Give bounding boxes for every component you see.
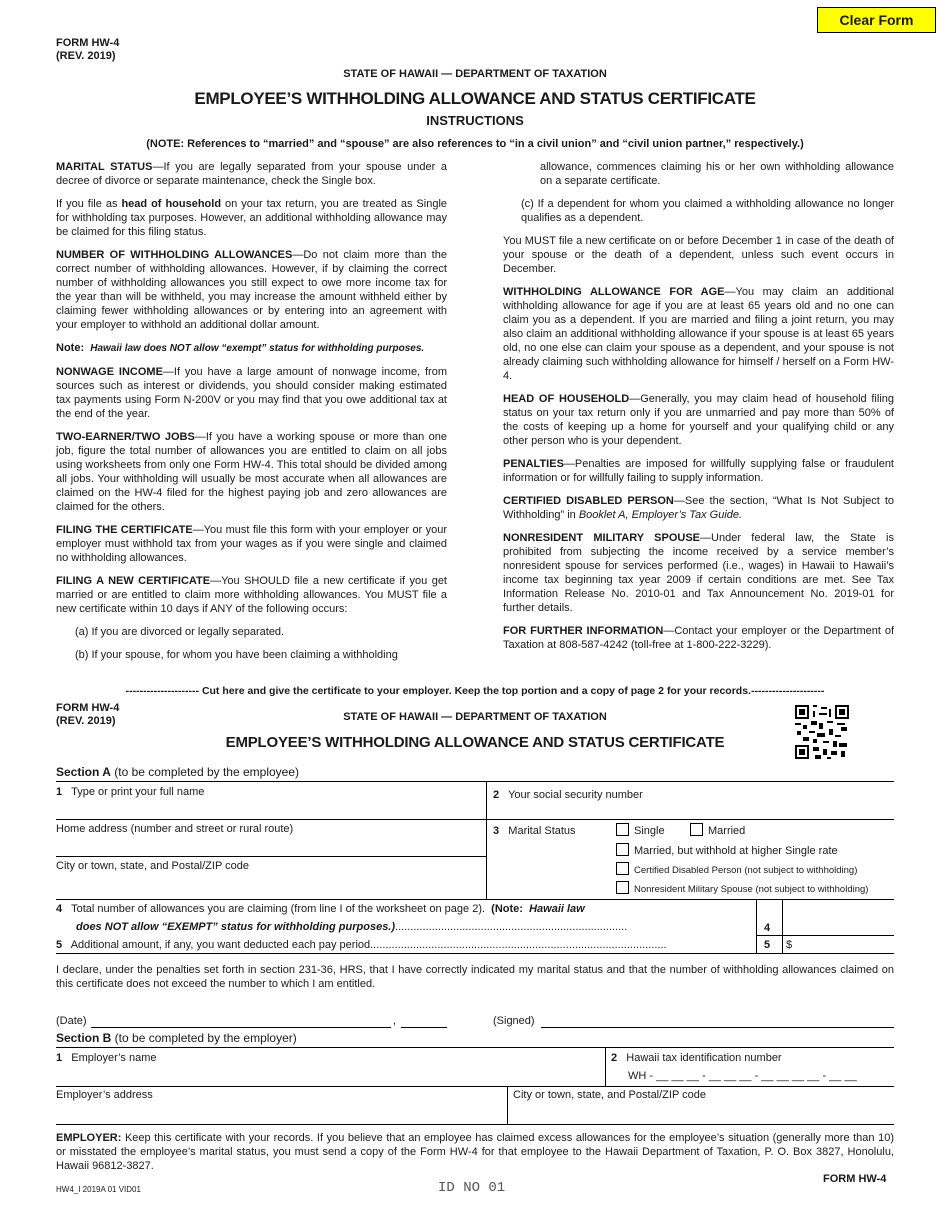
section-a-label: Section A bbox=[56, 765, 111, 779]
full-name-field[interactable] bbox=[56, 800, 484, 818]
married-checkbox[interactable] bbox=[690, 823, 703, 836]
declaration-text: I declare, under the penalties set forth in section 231-36, HRS, that I have correctly indicated my marital status and that the number of withholding allowances claimed on this certificate does not exceed the number to which I am entitled. bbox=[56, 964, 894, 990]
home-address-field[interactable] bbox=[56, 837, 484, 855]
item-c bbox=[503, 197, 894, 225]
line-1-label bbox=[56, 786, 204, 798]
cert-form-id bbox=[56, 702, 119, 728]
filing-certificate-heading: FILING THE CERTIFICATE bbox=[56, 524, 193, 536]
allowances-field[interactable] bbox=[785, 902, 891, 933]
box-5-label: 5 bbox=[764, 939, 771, 951]
instructions-right-column bbox=[503, 160, 894, 652]
line-4-text: Total number of allowances you are claiming (from line I of the worksheet on page 2). bbox=[71, 903, 486, 915]
dollar-sign: $ bbox=[786, 939, 793, 951]
line-4-does: does bbox=[76, 921, 102, 933]
two-jobs-text: —If you have a working spouse or more than one job, figure the total number of allowances you are entitled to claim on all jobs using worksheets from only one Form HW-4. This total should be divided among all jobs. Your withholding will usually be most accurate when all allowances are claimed on the HW-4 filed for the highest paying job and zero allowances are claimed for the others. bbox=[56, 431, 447, 513]
two-jobs-para bbox=[56, 430, 447, 514]
two-jobs-heading: TWO-EARNER/TWO JOBS bbox=[56, 431, 195, 443]
line-2-label bbox=[493, 789, 643, 801]
age-text: —You may claim an additional withholding allowance for age if you are at least 65 years old and no one can claim you as a dependent. If you are married and filing a joint return, you may also claim an additional withholding allowance if your spouse is at least 65 years old, no one else can claim your spouse as a dependent, and your spouse is not already claiming such withholding allowance for himself / herself on a Form HW-4. bbox=[503, 286, 894, 382]
nms-label: Nonresident Military Spouse (not subject to withholding) bbox=[634, 884, 869, 895]
penalties-heading: PENALTIES bbox=[503, 458, 564, 470]
footer-code: HW4_I 2019A 01 VID01 bbox=[56, 1185, 141, 1194]
section-a-note: (to be completed by the employee) bbox=[110, 765, 300, 779]
head-household-text: —Generally, you may claim head of household filing status on your tax return only if you are unmarried and pay more than 50% of the costs of keeping up a home for yourself and your qualifying child or any other person who is your dependent. bbox=[503, 393, 895, 447]
hoh-text-a: If you file as bbox=[56, 198, 122, 210]
line-4-exempt: NOT allow “EXEMPT” status for withholding purposes.) bbox=[101, 921, 396, 933]
marital-status-para bbox=[56, 160, 447, 188]
employer-address-label: Employer’s address bbox=[56, 1089, 153, 1101]
civil-union-note: (NOTE: References to “married” and “spouse” are also references to “in a civil union” and “civil union partner,” respectively.) bbox=[146, 138, 804, 150]
further-info-text: —Contact your employer or the Department of Taxation at 808-587-4242 (toll-free at 1-800-222-3229). bbox=[503, 625, 895, 651]
ssn-field[interactable] bbox=[490, 803, 890, 819]
further-info-heading: FOR FURTHER INFORMATION bbox=[503, 625, 664, 637]
b2-label bbox=[611, 1052, 782, 1064]
city-field[interactable] bbox=[56, 874, 484, 896]
note-text: Hawaii law does NOT allow “exempt” status for withholding purposes. bbox=[90, 343, 425, 354]
nonwage-para bbox=[56, 365, 447, 421]
b2-text: Hawaii tax identification number bbox=[626, 1052, 782, 1064]
line-5-text: Additional amount, if any, you want deducted each pay period................................................................................................. bbox=[70, 939, 667, 951]
must-file-para: You MUST file a new certificate on or before December 1 in case of the death of your spouse or the death of a dependent, unless such event occurs in December. bbox=[503, 235, 894, 275]
num-allowances-text: —Do not claim more than the correct number of withholding allowances. However, if by claiming the correct number of withholding allowances you still expect to owe more income tax for the year than will be withheld, you may increase the amount withheld either by claiming fewer withholding allowances or by entering into an agreement with your employer to withhold an additional dollar amount. bbox=[56, 249, 447, 331]
married-label: Married bbox=[708, 825, 746, 837]
signed-label: (Signed) bbox=[493, 1015, 535, 1027]
b1-label bbox=[56, 1052, 156, 1064]
marital-status-text: —If you are legally separated from your spouse under a decree of divorce or separate maintenance, check the Single box. bbox=[56, 161, 447, 187]
line-1-text: Type or print your full name bbox=[71, 786, 205, 798]
military-spouse-heading: NONRESIDENT MILITARY SPOUSE bbox=[503, 532, 701, 544]
line-4-note-b: Hawaii law bbox=[529, 903, 585, 915]
nms-checkbox[interactable] bbox=[616, 881, 629, 894]
employer-city-label: City or town, state, and Postal/ZIP code bbox=[513, 1089, 707, 1101]
num-allowances-para bbox=[56, 248, 447, 332]
agency-title: STATE OF HAWAII — DEPARTMENT OF TAXATION bbox=[343, 68, 607, 80]
married-higher-label: Married, but withhold at higher Single rate bbox=[634, 845, 838, 857]
cdp-checkbox[interactable] bbox=[616, 862, 629, 875]
line-3-text: Marital Status bbox=[508, 825, 576, 837]
section-b-note: (to be completed by the employer) bbox=[111, 1031, 297, 1045]
section-b-heading bbox=[56, 1031, 297, 1045]
line-1-num: 1 bbox=[56, 786, 63, 798]
cdp-option[interactable] bbox=[616, 862, 857, 876]
section-a-heading bbox=[56, 765, 299, 779]
line-4-label bbox=[56, 903, 585, 915]
signature-field[interactable] bbox=[541, 1010, 894, 1027]
b1-num: 1 bbox=[56, 1052, 63, 1064]
hoh-para bbox=[56, 197, 447, 239]
qr-code bbox=[795, 705, 849, 759]
penalties-text: —Penalties are imposed for willfully supplying false or fraudulent information or for willfully failing to supply information. bbox=[503, 458, 894, 484]
employer-city-field[interactable] bbox=[513, 1103, 891, 1121]
b1-text: Employer’s name bbox=[71, 1052, 157, 1064]
marital-status-heading: MARITAL STATUS bbox=[56, 161, 153, 173]
note-heading: Note: bbox=[56, 342, 85, 354]
employer-note bbox=[56, 1131, 894, 1173]
military-spouse-para bbox=[503, 531, 894, 615]
employer-note-heading: EMPLOYER: bbox=[56, 1132, 122, 1144]
box-4-label: 4 bbox=[764, 922, 771, 934]
additional-amount-field[interactable] bbox=[796, 937, 891, 952]
employer-note-text: Keep this certificate with your records. If you believe that an employee has claimed excess allowances for the employee’s situation (generally more than 10) or misstated the employee’s marital status, you must send a copy of the Form HW-4 for that employee to the Hawaii Department of Taxation, P. O. Box 3827, Honolulu, Hawaii 96812-3827. bbox=[56, 1132, 894, 1172]
single-checkbox[interactable] bbox=[616, 823, 629, 836]
line-2-text: Your social security number bbox=[508, 789, 643, 801]
line-4-note: (Note: bbox=[491, 903, 523, 915]
line-5-num: 5 bbox=[56, 939, 63, 951]
nms-option[interactable] bbox=[616, 881, 868, 895]
id-number: ID NO 01 bbox=[438, 1180, 506, 1196]
married-higher-checkbox[interactable] bbox=[616, 843, 629, 856]
cert-form-id-text: FORM HW-4 bbox=[56, 702, 120, 714]
item-a: (a) If you are divorced or legally separated. bbox=[75, 626, 285, 638]
exempt-note-para bbox=[56, 341, 447, 356]
section-b-label: Section B bbox=[56, 1031, 112, 1045]
line-4-dots: ............................................................................ bbox=[395, 921, 628, 933]
age-heading: WITHHOLDING ALLOWANCE FOR AGE bbox=[503, 286, 725, 298]
new-certificate-text: —You SHOULD file a new certificate if you get married or are entitled to claim more withholding allowances. You MUST file a new certificate within 10 days if ANY of the following occurs: bbox=[56, 575, 447, 615]
single-label: Single bbox=[634, 825, 665, 837]
cert-form-rev-text: (REV. 2019) bbox=[56, 715, 116, 727]
employer-address-field[interactable] bbox=[56, 1103, 504, 1121]
cut-line: --------------------- Cut here and give the certificate to your employer. Keep the top portion and a copy of page 2 for your records.--------------------- bbox=[125, 685, 825, 697]
form-rev-text: (REV. 2019) bbox=[56, 50, 116, 62]
footer-form-id: FORM HW-4 bbox=[823, 1173, 887, 1185]
disabled-person-para bbox=[503, 494, 894, 522]
new-certificate-heading: FILING A NEW CERTIFICATE bbox=[56, 575, 211, 587]
age-para bbox=[503, 285, 894, 383]
line-4-cont bbox=[76, 921, 627, 933]
b2-num: 2 bbox=[611, 1052, 618, 1064]
wh-id-field[interactable]: WH - __ __ __ - __ __ __ - __ __ __ __ - __ __ bbox=[628, 1070, 857, 1082]
disabled-person-italic: Booklet A, Employer’s Tax Guide. bbox=[578, 509, 743, 521]
hoh-text-bold: head of household bbox=[121, 198, 222, 210]
employer-name-field[interactable] bbox=[56, 1066, 602, 1084]
further-info-para bbox=[503, 624, 894, 652]
item-b-cont: allowance, commences claiming his or her own withholding allowance on a separate certificate. bbox=[540, 161, 894, 187]
nonwage-text: —If you have a large amount of nonwage income, from sources such as interest or dividends, you should consider making estimated tax payments using Form N-200V or you may find that you owe additional tax at the end of the year. bbox=[56, 366, 447, 420]
disabled-person-text: —See the section, “What Is Not Subject to Withholding” in bbox=[503, 495, 894, 521]
instructions-heading: INSTRUCTIONS bbox=[426, 113, 524, 128]
disabled-person-heading: CERTIFIED DISABLED PERSON bbox=[503, 495, 674, 507]
head-household-heading: HEAD OF HOUSEHOLD bbox=[503, 393, 630, 405]
cert-agency-title: STATE OF HAWAII — DEPARTMENT OF TAXATION bbox=[343, 711, 607, 723]
city-label: City or town, state, and Postal/ZIP code bbox=[56, 860, 250, 872]
military-spouse-text: —Under federal law, the State is prohibited from subjecting the income received by a service member’s nonresident spouse for services performed (i.e., wages) in Hawaii to Hawaii’s income tax beginning tax year 2009 if certain conditions are met. See Tax Information Release No. 2010-01 and Tax Announcement No. 2019-01 for further details. bbox=[503, 532, 894, 614]
hoh-text-c: on your tax return, you are treated as Single for withholding tax purposes. However, an additional withholding allowance may be claimed for this filing status. bbox=[56, 198, 448, 238]
line-5-label bbox=[56, 939, 667, 951]
line-3-num: 3 bbox=[493, 825, 500, 837]
line-4-num: 4 bbox=[56, 903, 63, 915]
new-certificate-para bbox=[56, 574, 447, 616]
line-2-num: 2 bbox=[493, 789, 500, 801]
date-comma: , bbox=[393, 1015, 397, 1027]
item-c-text: (c) If a dependent for whom you claimed a withholding allowance no longer qualifies as a dependent. bbox=[521, 198, 894, 224]
filing-certificate-text: —You must file this form with your employer or your employer must withhold tax from your wages as if you were single and claimed no withholding allowances. bbox=[56, 524, 447, 564]
form-id-text: FORM HW-4 bbox=[56, 37, 120, 49]
date-label: (Date) bbox=[56, 1015, 87, 1027]
date-field[interactable] bbox=[91, 1012, 391, 1027]
single-option[interactable] bbox=[616, 823, 665, 837]
item-b: (b) If your spouse, for whom you have been claiming a withholding bbox=[75, 649, 398, 661]
married-higher-option[interactable] bbox=[616, 843, 838, 857]
num-allowances-heading: NUMBER OF WITHHOLDING ALLOWANCES bbox=[56, 249, 293, 261]
page-title: EMPLOYEE’S WITHHOLDING ALLOWANCE AND STATUS CERTIFICATE bbox=[194, 89, 756, 108]
nonwage-heading: NONWAGE INCOME bbox=[56, 366, 163, 378]
home-address-label: Home address (number and street or rural route) bbox=[56, 823, 294, 835]
filing-certificate-para bbox=[56, 523, 447, 565]
head-household-para bbox=[503, 392, 894, 448]
form-id bbox=[56, 37, 119, 63]
penalties-para bbox=[503, 457, 894, 485]
cert-title: EMPLOYEE’S WITHHOLDING ALLOWANCE AND STATUS CERTIFICATE bbox=[225, 734, 725, 751]
line-3-label bbox=[493, 825, 576, 837]
clear-form-button[interactable]: Clear Form bbox=[817, 7, 936, 33]
married-option[interactable] bbox=[690, 823, 745, 837]
instructions-left-column bbox=[56, 160, 447, 662]
year-field[interactable] bbox=[401, 1012, 447, 1027]
cdp-label: Certified Disabled Person (not subject to withholding) bbox=[634, 865, 858, 876]
